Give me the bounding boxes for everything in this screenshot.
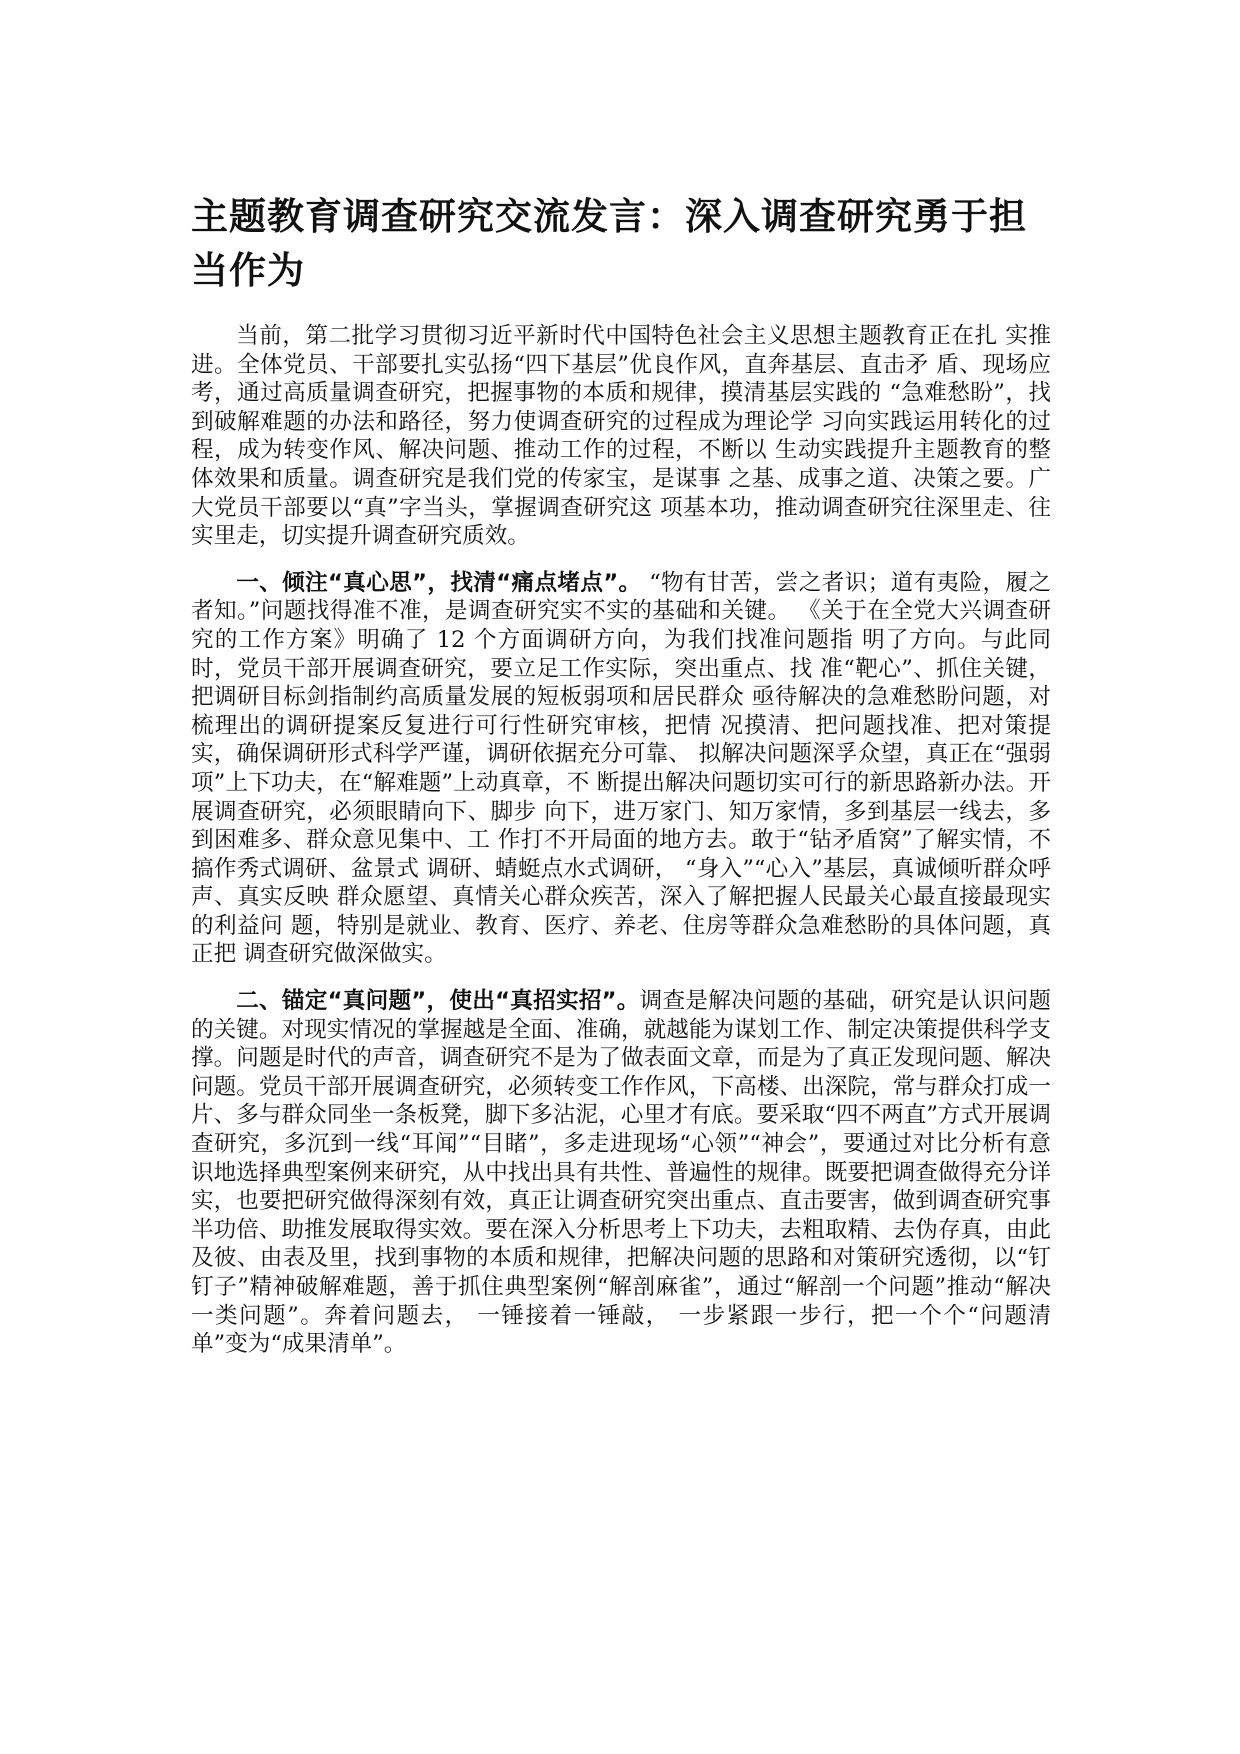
paragraph-intro	[191, 322, 1051, 551]
paragraph-text: “物有甘苦，尝之者识；道有夷险，履之者知。”问题找得准不准，是调查研究实不实的基础和关键。 《关于在全党大兴调查研究的工作方案》明确了 12 个方面调研方向，为我们找准问题指 明了方向。与此同时，党员干部开展调查研究，要立足工作实际，突出重点、找 准“靶心”、抓住关键，把调研目标剑指制约高质量发展的短板弱项和居民群众 亟待解决的急难愁盼问题，对梳理出的调研提案反复进行可行性研究审核，把情 况摸清、把问题找准、把对策提实，确保调研形式科学严谨，调研依据充分可靠、 拟解决问题深孚众望，真正在“强弱项”上下功夫，在“解难题”上动真章，不 断提出解决问题切实可行的新思路新办法。开展调查研究，必须眼睛向下、脚步 向下，进万家门、知万家情，多到基层一线去，多到困难多、群众意见集中、工 作打不开局面的地方去。敢于“钻矛盾窝”了解实情，不搞作秀式调研、盆景式 调研、蜻蜓点水式调研， “身入”“心入”基层，真诚倾听群众呼声、真实反映 群众愿望、真情关心群众疾苦，深入了解把握人民最关心最直接最现实的利益问 题，特别是就业、教育、医疗、养老、住房等群众急难愁盼的具体问题，真正把 调查研究做深做实。	[191, 569, 1051, 968]
section-heading: 一、倾注“真心思”，找清“痛点堵点”。	[236, 569, 642, 596]
section-heading: 二、锚定“真问题”，使出“真招实招”。	[236, 988, 640, 1015]
paragraph-text: 当前，第二批学习贯彻习近平新时代中国特色社会主义思想主题教育正在扎 实推进。全体党员、干部要扎实弘扬“四下基层”优良作风，直奔基层、直击矛 盾、现场应考，通过高质量调查研究，把握事物的本质和规律，摸清基层实践的 “急难愁盼”，找到破解难题的办法和路径，努力使调查研究的过程成为理论学 习向实践运用转化的过程，成为转变作风、解决问题、推动工作的过程，不断以 生动实践提升主题教育的整体效果和质量。调查研究是我们党的传家宝，是谋事 之基、成事之道、决策之要。广大党员干部要以“真”字当头，掌握调查研究这 项基本功，推动调查研究往深里走、往实里走，切实提升调查研究质效。	[191, 323, 1051, 550]
paragraph-section-1	[191, 569, 1051, 969]
paragraph-section-2	[191, 987, 1051, 1359]
document-page	[191, 190, 1051, 1377]
document-title: 主题教育调查研究交流发言：深入调查研究勇于担当作为	[191, 195, 1027, 292]
paragraph-text: 调查是解决问题的基础，研究是认识问题的关键。对现实情况的掌握越是全面、准确，就越能为谋划工作、制定决策提供科学支撑。问题是时代的声音，调查研究不是为了做表面文章，而是为了真正发现问题、解决问题。党员干部开展调查研究，必须转变工作作风，下高楼、出深院，常与群众打成一片、多与群众同坐一条板凳，脚下多沾泥，心里才有底。要采取“四不两直”方式开展调查研究，多沉到一线“耳闻”“目睹”，多走进现场“心领”“神会”，要通过对比分析有意识地选择典型案例来研究，从中找出具有共性、普遍性的规律。既要把调查做得充分详实，也要把研究做得深刻有效，真正让调查研究突出重点、直击要害，做到调查研究事半功倍、助推发展取得实效。要在深入分析思考上下功夫，去粗取精、去伪存真，由此及彼、由表及里，找到事物的本质和规律，把解决问题的思路和对策研究透彻，以“钉钉子”精神破解难题，善于抓住典型案例“解剖麻雀”，通过“解剖一个问题”推动“解决一类问题”。奔着问题去， 一锤接着一锤敲， 一步紧跟一步行，把一个个“问题清单”变为“成果清单”。	[191, 988, 1051, 1358]
